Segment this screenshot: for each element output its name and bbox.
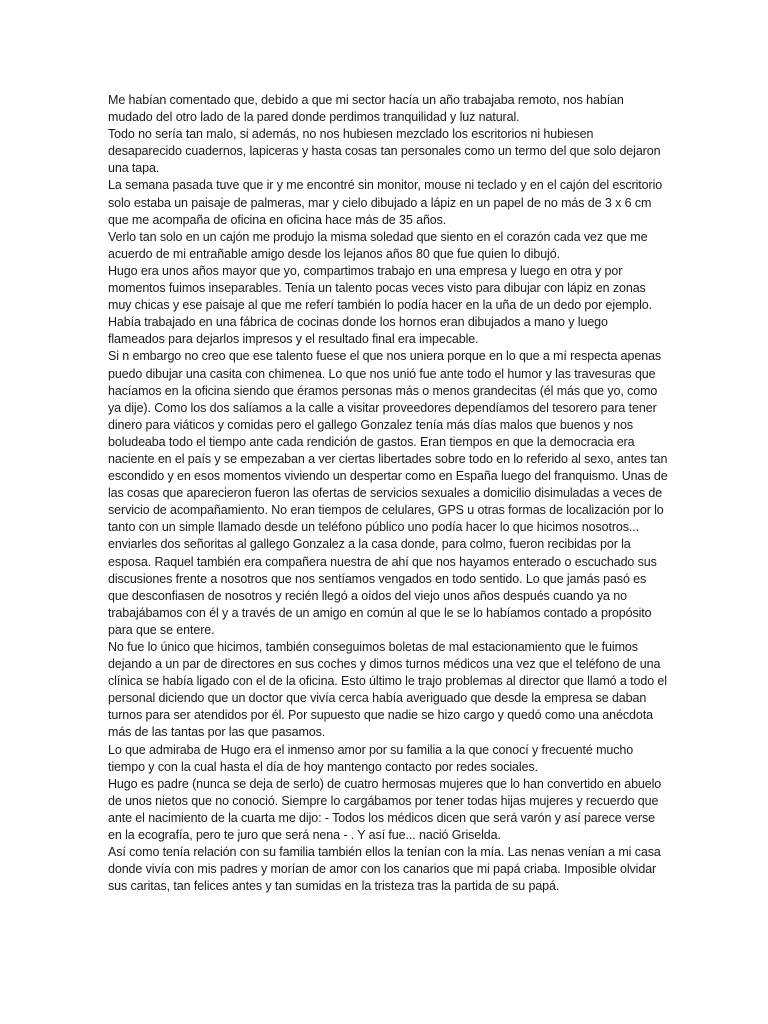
paragraph-10: Así como tenía relación con su familia también ellos la tenían con la mía. Las nenas venían a mi casa donde vivía con mis padres y morían de amor con los canarios que mi papá criaba. Imposible olvidar sus caritas, tan felices antes y tan sumidas en la tristeza tras la partida de su papá. — [108, 845, 661, 894]
document-body — [108, 92, 668, 895]
paragraph-8: Lo que admiraba de Hugo era el inmenso amor por su familia a la que conocí y frecuenté mucho tiempo y con la cual hasta el día de hoy mantengo contacto por redes sociales. — [108, 742, 634, 774]
paragraph-6: Si n embargo no creo que ese talento fuese el que nos uniera porque en lo que a mí respecta apenas puedo dibujar una casita con chimenea. Lo que nos unió fue ante todo el humor y las travesuras que hacíamos en la oficina siendo que éramos personas más o menos grandecitas (él más que yo, como ya dije). Como los dos salíamos a la calle a visitar proveedores dependíamos del tesorero para tener dinero para viáticos y comidas pero el gallego Gonzalez tenía más días malos que buenos y nos boludeaba todo el tiempo ante cada rendición de gastos. Eran tiempos en que la democracia era naciente en el país y se empezaban a ver ciertas libertades sobre todo en lo referido al sexo, antes tan escondido y en esos momentos viviendo un despertar como en España luego del franquismo. Unas de las cosas que aparecieron fueron las ofertas de servicios sexuales a domicilio disimuladas a veces de servicio de acompañamiento. No eran tiempos de celulares, GPS u otras formas de localización por lo tanto con un simple llamado desde un teléfono público uno podía hacer lo que hicimos nosotros... enviarles dos señoritas al gallego Gonzalez a la casa donde, para colmo, fueron recibidas por la esposa. Raquel también era compañera nuestra de ahí que nos hayamos enterado o escuchado sus discusiones frente a nosotros que nos sentíamos vengados en todo sentido. Lo que jamás pasó es que desconfiasen de nosotros y recién llegó a oídos del viejo unos años después cuando ya no trabajábamos con él y a través de un amigo en común al que le se lo habíamos contado a propósito para que se entere. — [108, 349, 668, 637]
paragraph-3: La semana pasada tuve que ir y me encontré sin monitor, mouse ni teclado y en el cajón del escritorio solo estaba un paisaje de palmeras, mar y cielo dibujado a lápiz en un papel de no más de 3 x 6 cm que me acompaña de oficina en oficina hace más de 35 años. — [108, 178, 663, 227]
paragraph-7: No fue lo único que hicimos, también conseguimos boletas de mal estacionamiento que le fuimos dejando a un par de directores en sus coches y dimos turnos médicos una vez que el teléfono de una clínica se había ligado con el de la oficina. Esto último le trajo problemas al director que llamó a todo el personal diciendo que un doctor que vivía cerca había averiguado que desde la empresa se daban turnos para ser atendidos por él. Por supuesto que nadie se hizo cargo y quedó como una anécdota más de las tantas por las que pasamos. — [108, 640, 667, 740]
paragraph-2: Todo no sería tan malo, si además, no nos hubiesen mezclado los escritorios ni hubiesen desaparecido cuadernos, lapiceras y hasta cosas tan personales como un termo del que solo dejaron una tapa. — [108, 127, 661, 176]
paragraph-5: Hugo era unos años mayor que yo, compartimos trabajo en una empresa y luego en otra y por momentos fuimos inseparables. Tenía un talento pocas veces visto para dibujar con lápiz en zonas muy chicas y ese paisaje al que me referí también lo podía hacer en la uña de un dedo por ejemplo. Había trabajado en una fábrica de cocinas donde los hornos eran dibujados a mano y luego flameados para dejarlos impresos y el resultado final era impecable. — [108, 263, 653, 347]
paragraph-1: Me habían comentado que, debido a que mi sector hacía un año trabajaba remoto, nos habían mudado del otro lado de la pared donde perdimos tranquilidad y luz natural. — [108, 93, 624, 125]
paragraph-4: Verlo tan solo en un cajón me produjo la misma soledad que siento en el corazón cada vez que me acuerdo de mi entrañable amigo desde los lejanos años 80 que fue quien lo dibujó. — [108, 229, 648, 261]
paragraph-9: Hugo es padre (nunca se deja de serlo) de cuatro hermosas mujeres que lo han convertido en abuelo de unos nietos que no conoció. Siempre lo cargábamos por tener todas hijas mujeres y recuerdo que ante el nacimiento de la cuarta me dijo: - Todos los médicos dicen que será varón y así parece verse en la ecografía, pero te juro que será nena - . Y así fue... nació Griselda. — [108, 776, 662, 843]
